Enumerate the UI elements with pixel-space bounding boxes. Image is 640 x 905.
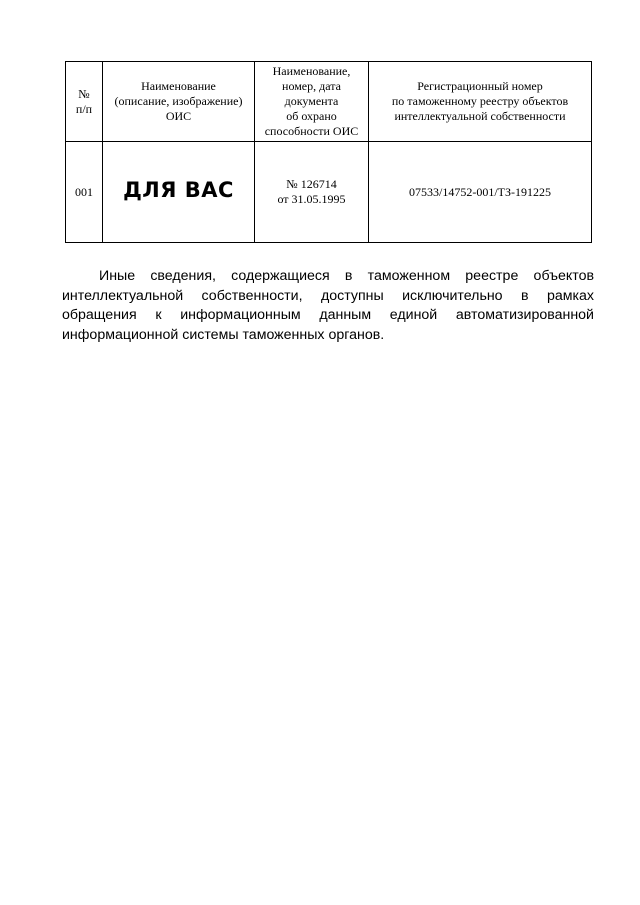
header-name-line: Наименование — [141, 79, 216, 93]
header-document-line: Наименование, — [272, 64, 351, 78]
note-paragraph: Иные сведения, содержащиеся в таможенном реестре объектов интеллектуальной собственности, доступны исключительно в рамках обращения к информационным данным единой автоматизированной информационной системы таможенных органов. — [62, 268, 594, 343]
table-header-row — [66, 62, 592, 142]
header-name-line: (описание, изображение) — [114, 94, 243, 108]
ip-registry-table — [65, 61, 592, 243]
header-document — [255, 62, 369, 142]
cell-document — [255, 142, 369, 243]
header-number-line: № — [78, 86, 90, 101]
cell-trademark — [103, 142, 255, 243]
header-registration-line: интеллектуальной собственности — [394, 109, 566, 123]
header-document-line: номер, дата — [282, 79, 341, 93]
header-number-line: п/п — [75, 101, 93, 116]
document-number: № 126714 — [286, 177, 337, 191]
cell-number: 001 — [66, 142, 103, 243]
header-registration — [369, 62, 592, 142]
header-name — [103, 62, 255, 142]
header-number — [66, 62, 103, 142]
header-registration-line: по таможенному реестру объектов — [391, 94, 569, 108]
header-document-line: об охрано — [286, 109, 337, 123]
header-registration-line: Регистрационный номер — [417, 79, 543, 93]
table-row — [66, 142, 592, 243]
cell-registration: 07533/14752-001/ТЗ-191225 — [369, 142, 592, 243]
trademark-image-text: ДЛЯ ВАС — [123, 178, 234, 202]
document-date: от 31.05.1995 — [277, 192, 346, 206]
header-document-line: документа — [284, 94, 339, 108]
header-name-line: ОИС — [165, 109, 192, 123]
header-document-line: способности ОИС — [264, 124, 359, 138]
